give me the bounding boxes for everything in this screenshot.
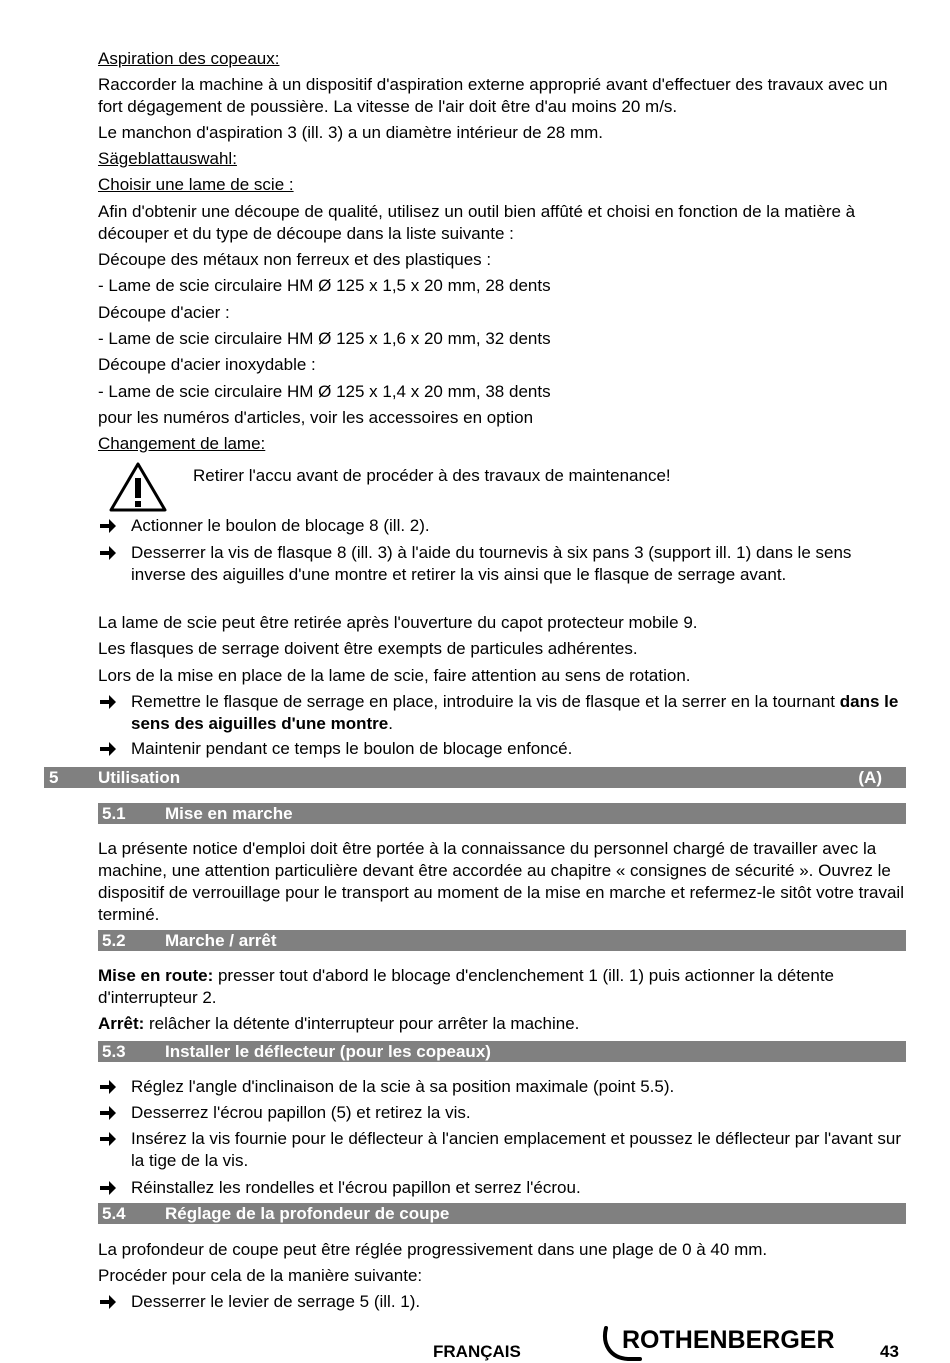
heading-aspiration: Aspiration des copeaux: [98, 49, 280, 68]
heading-choisir: Choisir une lame de scie : [98, 175, 294, 194]
section-tag: (A) [858, 768, 882, 787]
logo-text: ROTHENBERGER [622, 1326, 835, 1354]
arrow-right-icon [98, 1102, 118, 1124]
list-item-text: Insérez la vis fournie pour le déflecteur à l'ancien emplacement et poussez le déflecteur par l'avant sur la tige de la vis. [131, 1129, 902, 1170]
section-number: 5.2 [102, 931, 126, 950]
arrow-right-icon [98, 1177, 118, 1199]
arrow-right-icon [98, 1128, 118, 1150]
section-number: 5.1 [102, 804, 126, 823]
section-number: 5 [49, 768, 59, 787]
list-item-text: Réglez l'angle d'inclinaison de la scie à sa position maximale (point 5.5). [131, 1077, 675, 1096]
section-number: 5.3 [102, 1042, 126, 1061]
list-item-text: Réinstallez les rondelles et l'écrou papillon et serrez l'écrou. [131, 1178, 581, 1197]
list-item-text: Remettre le flasque de serrage en place, introduire la vis de flasque et la serrer en la tournant [131, 692, 840, 711]
paragraph-text: presser tout d'abord le blocage d'enclenchement 1 (ill. 1) puis actionner la détente d'interrupteur 2. [98, 966, 835, 1007]
list-item-text: . [388, 714, 393, 733]
list-item-text: Maintenir pendant ce temps le boulon de blocage enfoncé. [131, 739, 573, 758]
list-line: Découpe des métaux non ferreux et des plastiques : [98, 250, 492, 269]
paragraph-text: relâcher la détente d'interrupteur pour arrêter la machine. [144, 1014, 580, 1033]
section-title: Marche / arrêt [165, 931, 277, 950]
list-line: - Lame de scie circulaire HM Ø 125 x 1,5 x 20 mm, 28 dents [98, 276, 551, 295]
list-item-emphasis: dans le sens des aiguilles d'une montre [131, 692, 899, 733]
paragraph-mise-en-marche: La présente notice d'emploi doit être portée à la connaissance du personnel chargé de travailler avec la machine, une attention particulière devant être accordée au chapitre « consignes de sécurité ». Ouvrez le dispositif de verrouillage pour le transport au moment de la mise en marche et refermez-le sitôt votre travail terminé. [98, 839, 904, 924]
list-line: Découpe d'acier inoxydable : [98, 355, 316, 374]
warning-triangle-icon [108, 461, 168, 513]
list-item [98, 1102, 906, 1124]
arrow-right-icon [98, 691, 118, 713]
section-number: 5.4 [102, 1204, 126, 1223]
list-line: Découpe d'acier : [98, 303, 230, 322]
arrow-right-icon [98, 515, 118, 537]
paragraph-arret [98, 1013, 906, 1035]
rothenberger-logo [600, 1322, 850, 1362]
paragraph-capot: La lame de scie peut être retirée après l'ouverture du capot protecteur mobile 9. [98, 613, 698, 632]
heading-changement: Changement de lame: [98, 434, 266, 453]
arrow-right-icon [98, 1291, 118, 1313]
section-title: Mise en marche [165, 804, 293, 823]
list-line: - Lame de scie circulaire HM Ø 125 x 1,6 x 20 mm, 32 dents [98, 329, 551, 348]
paragraph-manchon: Le manchon d'aspiration 3 (ill. 3) a un diamètre intérieur de 28 mm. [98, 123, 604, 142]
list-line: - Lame de scie circulaire HM Ø 125 x 1,4 x 20 mm, 38 dents [98, 382, 551, 401]
section-header-5 [44, 767, 906, 788]
paragraph-qualite: Afin d'obtenir une découpe de qualité, utilisez un outil bien affûté et choisi en fonction de la matière à découper et du type de découpe dans la liste suivante : [98, 202, 856, 243]
paragraph-proceder: Procéder pour cela de la manière suivante: [98, 1266, 423, 1285]
warning-text: Retirer l'accu avant de procéder à des travaux de maintenance! [193, 466, 671, 485]
list-item [98, 1128, 906, 1172]
list-item-text: Desserrer le levier de serrage 5 (ill. 1). [131, 1292, 421, 1311]
arrow-right-icon [98, 1076, 118, 1098]
arrow-right-icon [98, 738, 118, 760]
paragraph-profondeur: La profondeur de coupe peut être réglée progressivement dans une plage de 0 à 40 mm. [98, 1240, 768, 1259]
page-number: 43 [880, 1342, 899, 1361]
list-item [98, 1076, 906, 1098]
list-item-text: Actionner le boulon de blocage 8 (ill. 2). [131, 516, 430, 535]
section-title: Installer le déflecteur (pour les copeaux) [165, 1042, 491, 1061]
section-header-5-1 [98, 803, 906, 824]
list-item [98, 542, 906, 586]
list-item-text: Desserrez l'écrou papillon (5) et retirez la vis. [131, 1103, 471, 1122]
list-item-text: Desserrer la vis de flasque 8 (ill. 3) à l'aide du tournevis à six pans 3 (support ill. 1) dans le sens inverse des aiguilles d'une montre et retirer la vis ainsi que le flasque de serrage avant. [131, 543, 852, 584]
list-line: pour les numéros d'articles, voir les accessoires en option [98, 408, 534, 427]
arrow-right-icon [98, 542, 118, 564]
section-header-5-4 [98, 1203, 906, 1224]
paragraph-mise-en-route [98, 965, 906, 1009]
list-item [98, 1177, 906, 1199]
list-item [98, 738, 906, 760]
section-header-5-2 [98, 930, 906, 951]
heading-saegeblatt: Sägeblattauswahl: [98, 149, 237, 168]
list-item [98, 515, 906, 537]
section-header-5-3 [98, 1041, 906, 1062]
label-bold: Mise en route: [98, 966, 214, 985]
paragraph-rotation: Lors de la mise en place de la lame de scie, faire attention au sens de rotation. [98, 666, 691, 685]
footer-language: FRANÇAIS [433, 1342, 521, 1361]
list-item [98, 1291, 906, 1313]
paragraph-aspiration: Raccorder la machine à un dispositif d'aspiration externe approprié avant d'effectuer des travaux avec un fort dégagement de poussière. La vitesse de l'air doit être d'au moins 20 m/s. [98, 75, 888, 116]
section-title: Réglage de la profondeur de coupe [165, 1204, 450, 1223]
list-item [98, 691, 906, 735]
paragraph-flasques: Les flasques de serrage doivent être exempts de particules adhérentes. [98, 639, 638, 658]
label-bold: Arrêt: [98, 1014, 145, 1033]
section-title: Utilisation [98, 768, 181, 787]
